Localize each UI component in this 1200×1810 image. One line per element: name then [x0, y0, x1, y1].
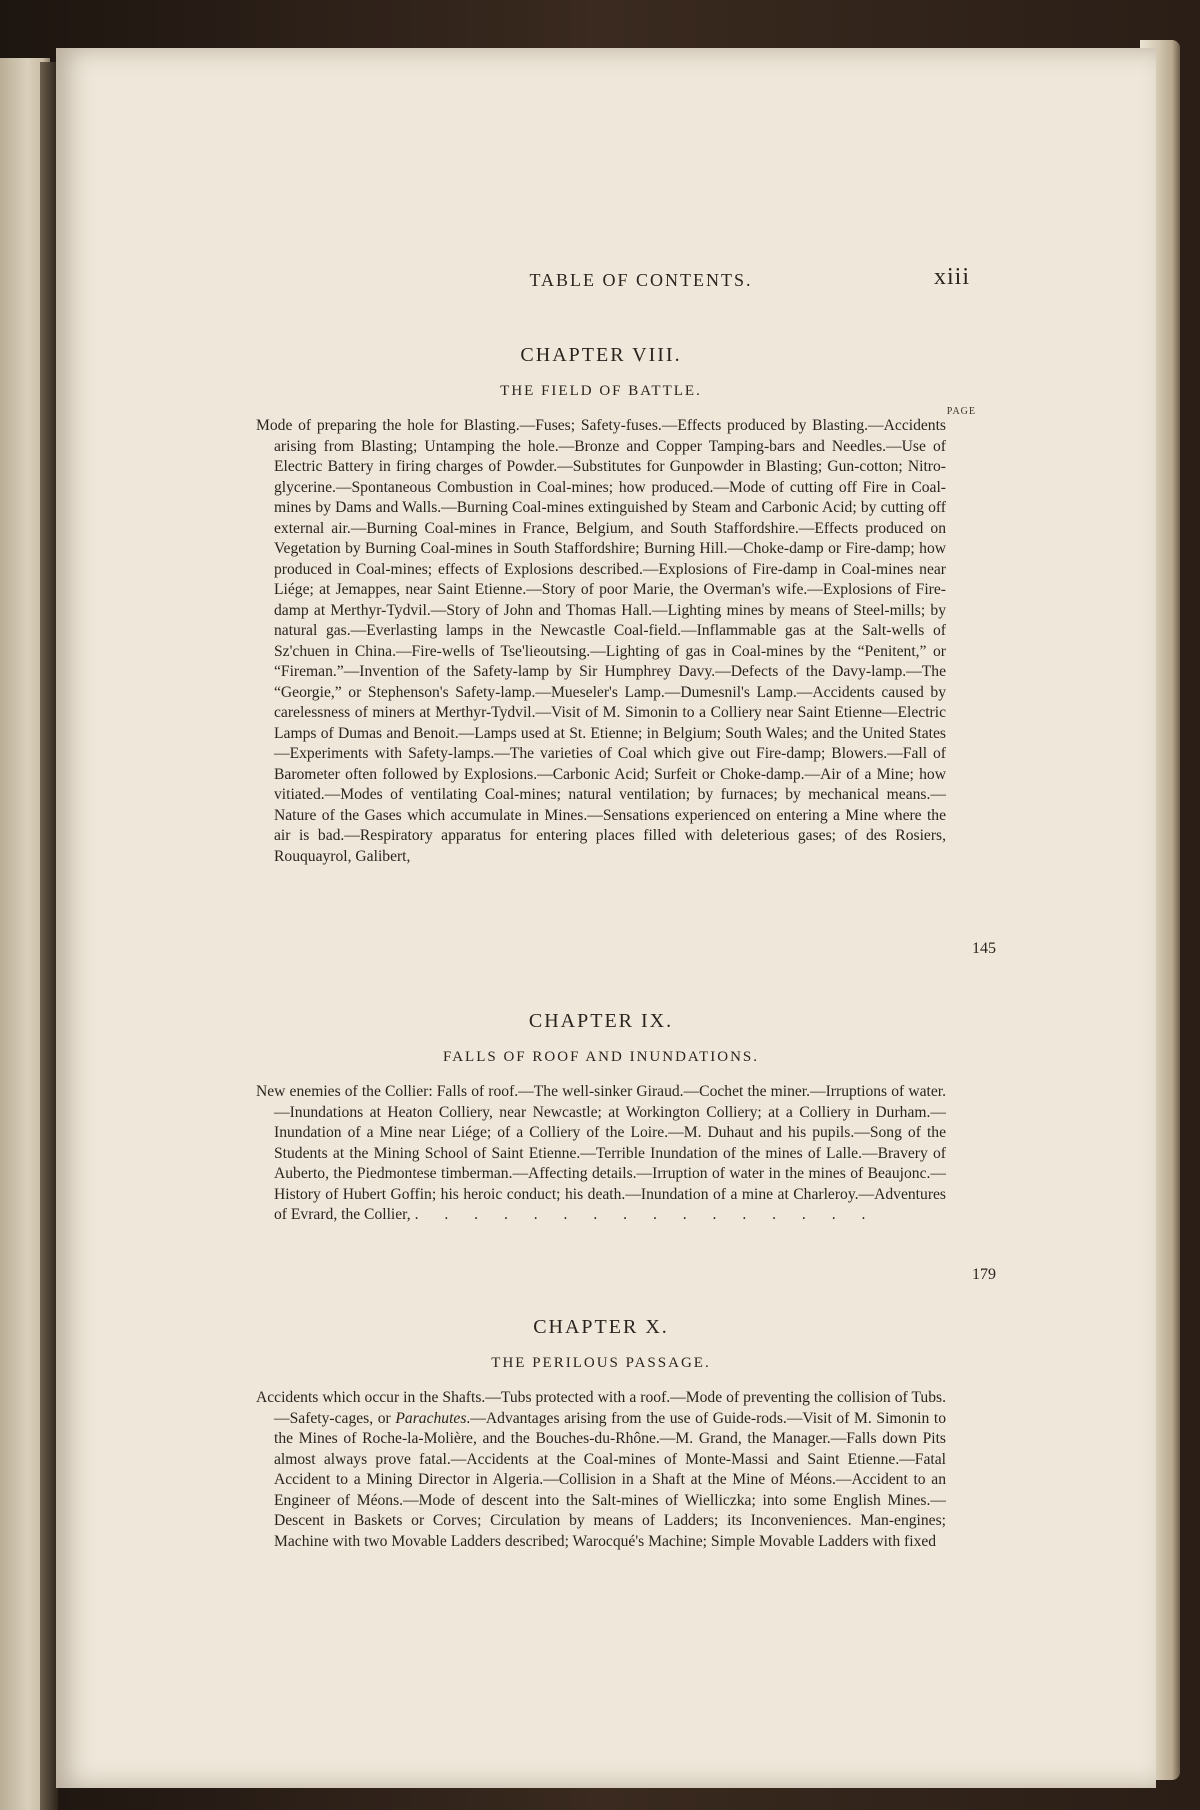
chapter-section — [256, 1316, 946, 1552]
chapter-subtitle: FALLS OF ROOF AND INUNDATIONS. — [443, 1049, 759, 1065]
chapter-summary-text: Mode of preparing the hole for Blasting.—Fuses; Safety-fuses.—Effects produced by Blasting.—Accidents arising from Blasting; Untamping the hole.—Bronze and Copper Tamping-bars and Needles.—Use of Electric Battery in firing charges of Powder.—Substitutes for Gunpowder in Blasting; Gun-cotton; Nitro-glycerine.—Spontaneous Combustion in Coal-mines; how produced.—Mode of cutting off Fire in Coal-mines by Dams and Walls.—Burning Coal-mines extinguished by Steam and Carbonic Acid; by cutting off external air.—Burning Coal-mines in France, Belgium, and South Staffordshire.—Effects produced on Vegetation by Burning Coal-mines in South Staffordshire; Burning Hill.—Choke-damp or Fire-damp; how produced in Coal-mines; effects of Explosions described.—Explosions of Fire-damp in Coal-mines near Liége; at Jemappes, near Saint Etienne.—Story of poor Marie, the Overman's wife.—Explosions of Fire-damp at Merthyr-Tydvil.—Story of John and Thomas Hall.—Lighting mines by means of Steel-mills; by natural gas.—Everlasting lamps in the Newcastle Coal-field.—Inflammable gas at the Salt-wells of Sz'chuen in China.—Fire-wells of Tse'lieoutsing.—Lighting of gas in Coal-mines by the “Penitent,” or “Fireman.”—Invention of the Safety-lamp by Sir Humphrey Davy.—Defects of the Davy-lamp.—The “Georgie,” or Stephenson's Safety-lamp.—Mueseler's Lamp.—Dumesnil's Lamp.—Accidents caused by carelessness of miners at Merthyr-Tydvil.—Visit of M. Simonin to a Colliery near Saint Etienne—Electric Lamps of Dumas and Benoit.—Lamps used at St. Etienne; in Belgium; South Wales; and the United States—Experiments with Safety-lamps.—The varieties of Coal which give out Fire-damp; Blowers.—Fall of Barometer often followed by Explosions.—Carbonic Acid; Surfeit or Choke-damp.—Air of a Mine; how vitiated.—Modes of ventilating Coal-mines; natural ventilation; by furnaces; by mechanical means.—Nature of the Gases which accumulate in Mines.—Sensations experienced on entering a Mine where the air is bad.—Respiratory apparatus for entering places filled with deleterious gases; of des Rosiers, Rouquayrol, Galibert, — [256, 417, 946, 865]
page-number-roman: xiii — [934, 264, 971, 290]
chapter-summary — [256, 1388, 946, 1552]
chapter-title: CHAPTER X. — [533, 1316, 669, 1338]
chapter-summary — [256, 1082, 946, 1226]
chapter-summary — [256, 416, 946, 867]
chapter-summary-italic: Parachutes — [395, 1409, 467, 1427]
chapter-section — [256, 1010, 996, 1283]
chapter-subtitle: THE FIELD OF BATTLE. — [500, 383, 702, 399]
chapter-page-number: 179 — [972, 1266, 996, 1283]
chapter-summary-text: Accidents which occur in the Shafts.—Tubs protected with a roof.—Mode of preventing the collision of Tubs.—Safety-cages, or — [256, 1389, 946, 1427]
chapter-subtitle: THE PERILOUS PASSAGE. — [491, 1355, 711, 1371]
running-head: TABLE OF CONTENTS. — [529, 270, 753, 290]
book-page — [56, 48, 1156, 1788]
chapter-title: CHAPTER IX. — [528, 1010, 674, 1032]
dot-leaders: . . . . . . . . . . . . . . . . — [414, 1206, 877, 1223]
chapter-title: CHAPTER VIII. — [520, 344, 682, 366]
chapter-page-number: 145 — [972, 940, 996, 957]
chapter-summary-text-cont: .—Advantages arising from the use of Guide-rods.—Visit of M. Simonin to the Mines of Roche-la-Molière, and the Bouches-du-Rhône.—M. Grand, the Manager.—Falls down Pits almost always prove fatal.—Accidents at the Coal-mines of Monte-Massi and Saint Etienne.—Fatal Accident to a Mining Director in Algeria.—Collision in a Shaft at the Mine of Méons.—Accident to an Engineer of Méons.—Mode of descent into the Salt-mines of Wielliczka; into some English Mines.—Descent in Baskets or Corves; Circulation by means of Ladders; its Inconveniences. Man-engines; Machine with two Movable Ladders described; Warocqué's Machine; Simple Movable Ladders with fixed — [274, 1409, 946, 1550]
page-column-label: PAGE — [946, 406, 976, 417]
chapter-summary-text: New enemies of the Collier: Falls of roof.—The well-sinker Giraud.—Cochet the miner.—Irruptions of water.—Inundations at Heaton Colliery, near Newcastle; at Workington Colliery; at a Colliery in Durham.—Inundation of a Mine near Liége; of a Colliery of the Loire.—M. Duhaut and his pupils.—Song of the Students at the Mining School of Saint Etienne.—Terrible Inundation of the mines of Lalle.—Bravery of Auberto, the Piedmontese timberman.—Affecting details.—Irruption of water in the mines of Beaujonc.—History of Hubert Goffin; his heroic conduct; his death.—Inundation of a mine at Charleroy.—Adventures of Evrard, the Collier, — [256, 1083, 946, 1223]
chapter-section — [256, 344, 996, 957]
